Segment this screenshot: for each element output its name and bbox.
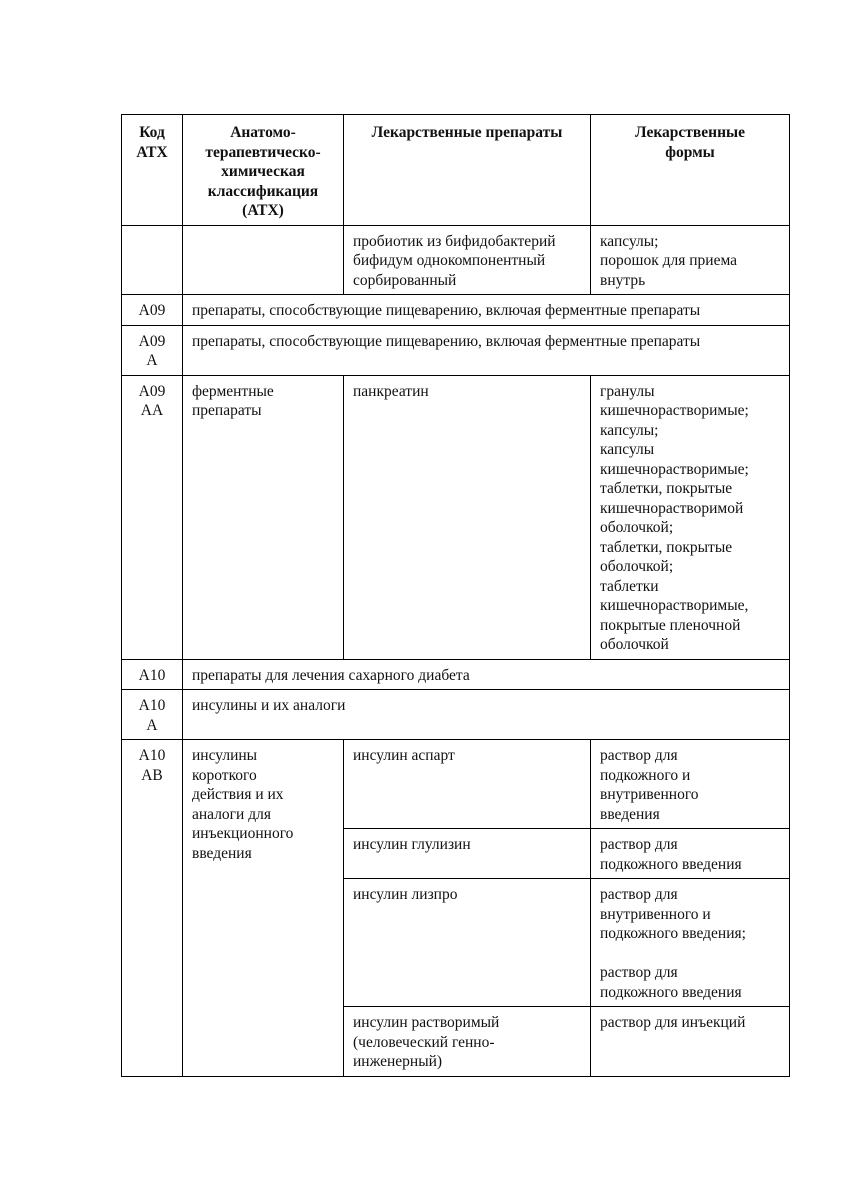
cell-code: A10 AB bbox=[122, 740, 183, 1077]
cell-group-text: инсулины и их аналоги bbox=[183, 690, 790, 740]
cell-drug: инсулин растворимый (человеческий генно- инженерный) bbox=[344, 1007, 591, 1077]
header-forms: Лекарственные формы bbox=[591, 115, 790, 226]
header-code: Код АТХ bbox=[122, 115, 183, 226]
cell-code: A10 bbox=[122, 659, 183, 690]
cell-code: A10 A bbox=[122, 690, 183, 740]
table-row bbox=[122, 690, 790, 740]
table-row bbox=[122, 325, 790, 375]
cell-code: A09 bbox=[122, 295, 183, 326]
table-row bbox=[122, 375, 790, 659]
cell-drug: инсулин глулизин bbox=[344, 829, 591, 879]
cell-forms: раствор для инъекций bbox=[591, 1007, 790, 1077]
cell-group-text: препараты, способствующие пищеварению, включая ферментные препараты bbox=[183, 295, 790, 326]
header-classification: Анатомо- терапевтическо- химическая классификация (АТХ) bbox=[183, 115, 344, 226]
cell-drug: инсулин лизпро bbox=[344, 879, 591, 1007]
cell-class bbox=[183, 225, 344, 295]
cell-code: A09 A bbox=[122, 325, 183, 375]
cell-class: ферментные препараты bbox=[183, 375, 344, 659]
table-header-row bbox=[122, 115, 790, 226]
cell-code: A09 AA bbox=[122, 375, 183, 659]
cell-forms: раствор для подкожного введения bbox=[591, 829, 790, 879]
cell-forms: гранулы кишечнорастворимые; капсулы; капсулы кишечнорастворимые; таблетки, покрытые кишечнорастворимой оболочкой; таблетки, покрытые оболочкой; таблетки кишечнорастворимые, покрытые пленочной оболочкой bbox=[591, 375, 790, 659]
cell-forms: раствор для подкожного и внутривенного введения bbox=[591, 740, 790, 829]
cell-group-text: препараты, способствующие пищеварению, включая ферментные препараты bbox=[183, 325, 790, 375]
table-row bbox=[122, 295, 790, 326]
atx-table bbox=[121, 114, 790, 1077]
table-row bbox=[122, 225, 790, 295]
cell-forms: раствор для внутривенного и подкожного введения; раствор для подкожного введения bbox=[591, 879, 790, 1007]
table-row bbox=[122, 740, 790, 829]
header-drugs: Лекарственные препараты bbox=[344, 115, 591, 226]
cell-forms: капсулы; порошок для приема внутрь bbox=[591, 225, 790, 295]
cell-drug: инсулин аспарт bbox=[344, 740, 591, 829]
cell-code bbox=[122, 225, 183, 295]
table-row bbox=[122, 659, 790, 690]
cell-group-text: препараты для лечения сахарного диабета bbox=[183, 659, 790, 690]
cell-drug: панкреатин bbox=[344, 375, 591, 659]
cell-class: инсулины короткого действия и их аналоги для инъекционного введения bbox=[183, 740, 344, 1077]
cell-drug: пробиотик из бифидобактерий бифидум однокомпонентный сорбированный bbox=[344, 225, 591, 295]
